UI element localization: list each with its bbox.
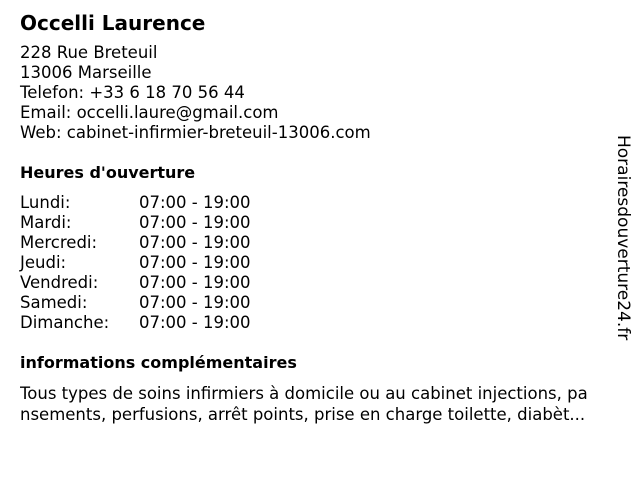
hours-row-saturday <box>20 293 251 313</box>
info-description <box>20 383 620 425</box>
hours-row-monday <box>20 193 251 213</box>
day-label: Lundi: <box>20 193 71 212</box>
phone-number: Telefon: +33 6 18 70 56 44 <box>20 83 245 102</box>
site-watermark: Horairesdouverture24.fr <box>613 135 633 341</box>
time-range: 07:00 - 19:00 <box>139 193 251 212</box>
contact-block <box>20 43 371 143</box>
hours-title: Heures d'ouverture <box>20 163 196 182</box>
time-range: 07:00 - 19:00 <box>139 273 251 292</box>
info-line: Tous types de soins infirmiers à domicile ou au cabinet injections, pa <box>20 384 588 403</box>
time-range: 07:00 - 19:00 <box>139 293 251 312</box>
hours-table <box>20 193 251 333</box>
info-line: nsements, perfusions, arrêt points, prise en charge toilette, diabèt... <box>20 405 586 424</box>
hours-row-tuesday <box>20 213 251 233</box>
business-name: Occelli Laurence <box>20 11 206 35</box>
info-title: informations complémentaires <box>20 353 297 372</box>
day-label: Samedi: <box>20 293 88 312</box>
day-label: Jeudi: <box>20 253 67 272</box>
time-range: 07:00 - 19:00 <box>139 233 251 252</box>
time-range: 07:00 - 19:00 <box>139 253 251 272</box>
day-label: Dimanche: <box>20 313 110 332</box>
address-city: 13006 Marseille <box>20 63 152 82</box>
email-address: Email: occelli.laure@gmail.com <box>20 103 279 122</box>
hours-row-wednesday <box>20 233 251 253</box>
hours-row-thursday <box>20 253 251 273</box>
hours-row-sunday <box>20 313 251 333</box>
day-label: Vendredi: <box>20 273 99 292</box>
address-street: 228 Rue Breteuil <box>20 43 158 62</box>
day-label: Mercredi: <box>20 233 98 252</box>
time-range: 07:00 - 19:00 <box>139 213 251 232</box>
time-range: 07:00 - 19:00 <box>139 313 251 332</box>
website-url: Web: cabinet-infirmier-breteuil-13006.com <box>20 123 371 142</box>
hours-row-friday <box>20 273 251 293</box>
day-label: Mardi: <box>20 213 72 232</box>
